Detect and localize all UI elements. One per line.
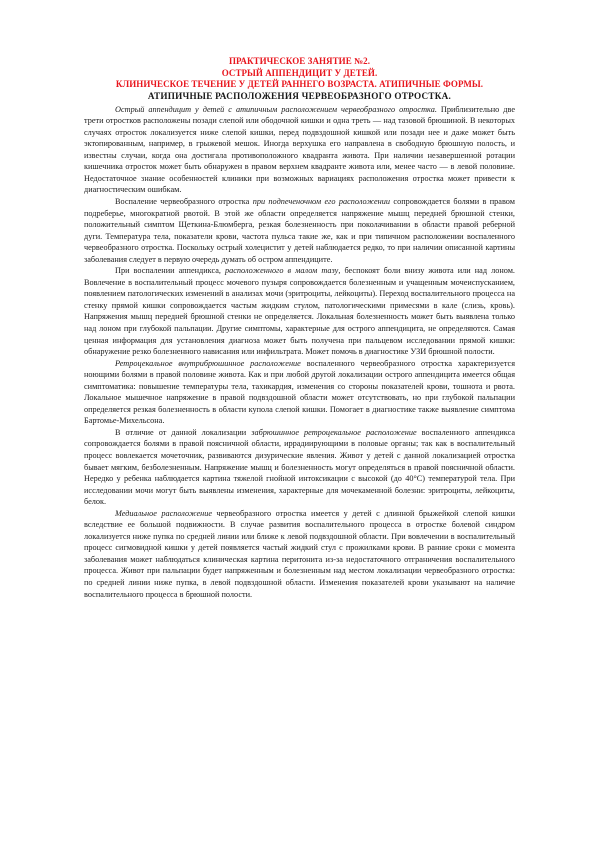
lesson-title: ПРАКТИЧЕСКОЕ ЗАНЯТИЕ №2. <box>228 56 371 66</box>
paragraph-text: воспаленного червеобразного отростка характеризуется ноющими болями в правой половине живота. Как и при любой другой локализации острого аппендицита имеется общая симптоматика: повышение температуры тела, тахикардия, изменения со стороны показателей крови, тошнота и рвота. Локальное мышечное напряжение в правой подвздошной области может отсутствовать, но при глубокой пальпации определяется резкая болезненность в области купола слепой кишки. Помогает в диагностике также выявление симптома Бартомье-Михельсона. <box>84 358 515 426</box>
paragraph-text: воспаленного аппендикса сопровождается болями в правой поясничной области, иррадиирующими в половые органы; так как в воспалительный процесс вовлекается мочеточник, развиваются дизурические явления. Живот у детей с данной локализацией отростка бывает мягким, безболезненным. Напряжение мышц и болезненность могут определяться в правой поясничной области. Нередко у ребенка наблюдается картина тяжелой гнойной интоксикации с высокой (до 40°С) температурой тела. При исследовании мочи могут быть выявлены изменения, характерные для мочекаменной болезни: эритроциты, лейкоциты, белок. <box>84 427 515 507</box>
title-block <box>84 56 515 103</box>
paragraph-lead: расположенного в малом тазу <box>225 266 339 276</box>
paragraph-lead: забрюшинное ретроцекальное расположение <box>251 427 417 437</box>
paragraph-text: червеобразного отростка имеется у детей с длинной брыжейкой слепой кишки вследствие ее большой подвижности. В случае развития воспалительного процесса в отростке болевой синдром локализуется ниже пупка по средней линии или ближе к левой подвздошной области. При вовлечении в воспалительный процесс сигмовидной кишки у детей появляется частый жидкий стул с прожилками крови. В ранние сроки с момента заболевания может наблюдаться клиническая картина перитонита из-за недостаточного отграничения воспалительного процесса. Живот при пальпации будет напряженным и болезненным над местом локализации червеобразного отростка: по средней линии ниже пупка, в левой подвздошной области. Изменения показателей крови указывают на наличие воспалительного процесса в брюшной полости. <box>84 508 516 599</box>
paragraph-pelvic <box>84 265 515 357</box>
subtopic-title: КЛИНИЧЕСКОЕ ТЕЧЕНИЕ У ДЕТЕЙ РАННЕГО ВОЗРАСТА. АТИПИЧНЫЕ ФОРМЫ. <box>115 79 484 90</box>
paragraph-pre: При воспалении аппендикса, <box>115 266 225 276</box>
paragraph-medial <box>84 508 515 600</box>
paragraph-lead: Острый аппендицит у детей с атипичным расположением червеобразного отростка. <box>115 104 437 114</box>
paragraph-retrocecal-retroperitoneal <box>84 427 515 508</box>
section-heading: АТИПИЧНЫЕ РАСПОЛОЖЕНИЯ ЧЕРВЕОБРАЗНОГО ОТРОСТКА. <box>147 90 452 101</box>
paragraph-retrocecal-intraperitoneal <box>84 358 515 427</box>
paragraph-lead: при подпеченочном его расположении <box>252 196 391 206</box>
topic-title: ОСТРЫЙ АППЕНДИЦИТ У ДЕТЕЙ. <box>221 67 378 78</box>
paragraph-intro <box>84 104 515 196</box>
paragraph-lead: Ретроцекальное внутрибрюшинное расположение <box>115 358 301 368</box>
paragraph-lead: Медиальное расположение <box>115 508 213 518</box>
paragraph-pre: В отличие от данной локализации <box>115 427 252 437</box>
paragraph-text: Приблизительно две трети отростков расположены позади слепой или ободочной кишки и одна треть — над тазовой брюшиной. В некоторых случаях отросток локализуется ниже слепой кишки, перед подвздошной кишкой или позади нее и даже может быть эктопированным, например, в грыжевой мешок. Иногда верхушка его направлена в свободную брюшную полость, и известны случаи, когда она достигала противоположного квадранта живота. При наличии незавершенной ротации кишечника отросток может быть обнаружен в правом верхнем квадранте живота или, менее часто — в левой половине. Недостаточное знание особенностей клиники при возможных вариациях расположения отростка может привести к диагностическим ошибкам. <box>84 104 516 195</box>
paragraph-text: , беспокоят боли внизу живота или над лоном. Вовлечение в воспалительный процесс мочевого пузыря сопровождается болезненным и учащенным мочеиспусканием, появлением патологических изменений в анализах мочи (эритроциты, лейкоциты). Переход воспалительного процесса на стенку прямой кишки сопровождается частым жидким стулом, патологическими примесями в кале (слизь, кровь). Напряжения мышц передней брюшной стенки не определяется. Локальная болезненность может быть выявлена только над лоном при глубокой пальпации. Другие симптомы, характерные для острого аппендицита, не определяются. Самая ценная информация для установления диагноза может быть получена при пальцевом исследовании прямой кишки: обнаружение резко болезненного нависания или инфильтрата. Может помочь в диагностике УЗИ брюшной полости. <box>84 266 515 357</box>
paragraph-subhepatic <box>84 196 515 265</box>
paragraph-pre: Воспаление червеобразного отростка <box>115 196 253 206</box>
paragraph-text: сопровождается болями в правом подреберье, многократной рвотой. В этой же области определяется напряжение мышц передней брюшной стенки, положительный симптом Щеткина-Блюмберга, резкая болезненность при поколачивании в области правой реберной дуги. Температура тела, показатели крови, частота пульса такие же, как и при типичном расположении воспаленного червеобразного отростка. Поскольку острый холецистит у детей наблюдается редко, то при наличии описанной картины заболевания следует в первую очередь думать об остром аппендиците. <box>84 196 515 264</box>
